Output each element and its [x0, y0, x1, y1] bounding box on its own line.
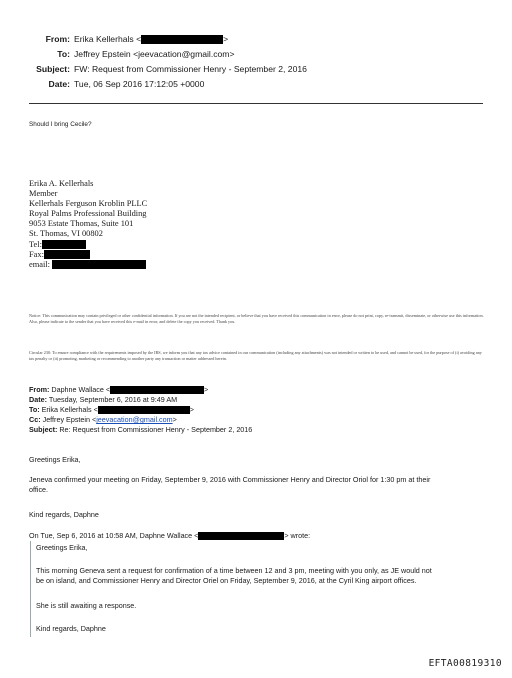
fwd-to-row	[29, 405, 252, 415]
signature-building: Royal Palms Professional Building	[29, 209, 147, 219]
redaction-box	[110, 386, 204, 394]
quoted-paragraph	[36, 566, 432, 586]
quote-bar	[30, 541, 31, 637]
redaction-box	[44, 250, 90, 259]
quoted-greeting: Greetings Erika,	[36, 543, 88, 552]
fwd-subject-row	[29, 425, 252, 435]
quoted-regards: Kind regards, Daphne	[36, 624, 106, 633]
to-label: To:	[57, 49, 70, 59]
fwd-cc-prefix: Jeffrey Epstein <	[42, 415, 97, 424]
date-value: Tue, 06 Sep 2016 17:12:05 +0000	[74, 79, 205, 89]
fwd-greeting: Greetings Erika,	[29, 455, 81, 464]
signature-firm: Kellerhals Ferguson Kroblin PLLC	[29, 199, 148, 209]
signature-block	[29, 179, 147, 270]
signature-city: St. Thomas, VI 00802	[29, 229, 103, 239]
subject-value: FW: Request from Commissioner Henry - September 2, 2016	[74, 64, 307, 74]
from-value	[74, 32, 228, 47]
tel-label: Tel:	[29, 239, 42, 249]
header-date-row	[0, 77, 512, 92]
header-subject-row	[0, 62, 512, 77]
quoted-paragraph-line: be on island, and Commissioner Henry and Director Oriel on Friday, September 9, 2016, at the Cyril King airport offices.	[36, 576, 417, 585]
to-value: Jeffrey Epstein <jeevacation@gmail.com>	[74, 49, 235, 59]
email-label: email:	[29, 259, 50, 269]
fwd-cc-suffix: >	[172, 415, 177, 424]
fwd-from-label: From:	[29, 385, 50, 394]
header-divider	[29, 103, 483, 104]
body-first-line: Should I bring Cecile?	[29, 121, 92, 128]
fwd-paragraph-line: office.	[29, 485, 49, 494]
signature-name: Erika A. Kellerhals	[29, 179, 94, 188]
fwd-date-row	[29, 395, 252, 405]
fwd-date-label: Date:	[29, 395, 47, 404]
fwd-from-close: >	[204, 385, 209, 394]
signature-street: 9053 Estate Thomas, Suite 101	[29, 219, 134, 229]
fwd-subject-label: Subject:	[29, 425, 58, 434]
redaction-box	[52, 260, 146, 269]
signature-email	[29, 260, 147, 270]
redaction-box	[141, 35, 223, 44]
quoted-awaiting: She is still awaiting a response.	[36, 601, 137, 610]
signature-title: Member	[29, 189, 58, 199]
fwd-paragraph	[29, 475, 430, 495]
signature-tel	[29, 240, 147, 250]
redaction-box	[42, 240, 86, 249]
fwd-subject-value: Re: Request from Commissioner Henry - September 2, 2016	[59, 425, 253, 434]
from-close: >	[223, 34, 229, 44]
fwd-to-label: To:	[29, 405, 40, 414]
fwd-from-value: Daphne Wallace <	[51, 385, 111, 394]
fwd-to-close: >	[189, 405, 194, 414]
fwd-cc-email-link[interactable]: jeevacation@gmail.com	[96, 415, 173, 424]
fwd-regards: Kind regards, Daphne	[29, 510, 99, 519]
header-from-row	[0, 32, 512, 47]
fwd-to-value: Erika Kellerhals <	[41, 405, 98, 414]
subject-label: Subject:	[36, 64, 70, 74]
fax-label: Fax:	[29, 249, 44, 259]
quoted-intro-prefix: On Tue, Sep 6, 2016 at 10:58 AM, Daphne Wallace <	[29, 531, 199, 540]
confidentiality-notice: Notice: This communication may contain privileged or other confidential information. If you are not the intended recipient, or believe that you have received this communication in error, please do not print, copy, re-transmit, disseminate, or otherwise use this information. Also, please indicate to the sender that you have received this e-mail in error, and delete the copy you received. Thank you.	[29, 313, 484, 325]
fwd-cc-label: Cc:	[29, 415, 41, 424]
quoted-intro-suffix: > wrote:	[284, 531, 311, 540]
redaction-box	[98, 406, 190, 414]
fwd-date-value: Tuesday, September 6, 2016 at 9:49 AM	[48, 395, 178, 404]
redaction-box	[198, 532, 284, 540]
circular-230-notice: Circular 230: To ensure compliance with the requirements imposed by the IRS, we inform you that any tax advice contained in our communication (including any attachments) was not intended or written to be used, and cannot be used, for the purpose of (i) avoiding any tax penalty or (ii) promoting, marketing or recommending to another party any transaction or matter addressed herein.	[29, 350, 482, 362]
email-header	[0, 32, 512, 92]
quoted-intro	[29, 531, 310, 541]
fwd-paragraph-line: Jeneva confirmed your meeting on Friday, September 9, 2016 with Commissioner Henry and Director Oriol for 1:30 pm at their	[29, 475, 431, 484]
from-label: From:	[45, 34, 70, 44]
forwarded-header	[29, 385, 252, 435]
quoted-paragraph-line: This morning Geneva sent a request for confirmation of a time between 12 and 3 pm, meeting with you only, as JE would not	[36, 566, 432, 575]
fwd-cc-row	[29, 415, 252, 425]
from-name: Erika Kellerhals <	[74, 34, 142, 44]
signature-fax	[29, 250, 147, 260]
header-to-row	[0, 47, 512, 62]
bates-number: EFTA00819310	[428, 658, 502, 669]
fwd-from-row	[29, 385, 252, 395]
date-label: Date:	[48, 79, 70, 89]
